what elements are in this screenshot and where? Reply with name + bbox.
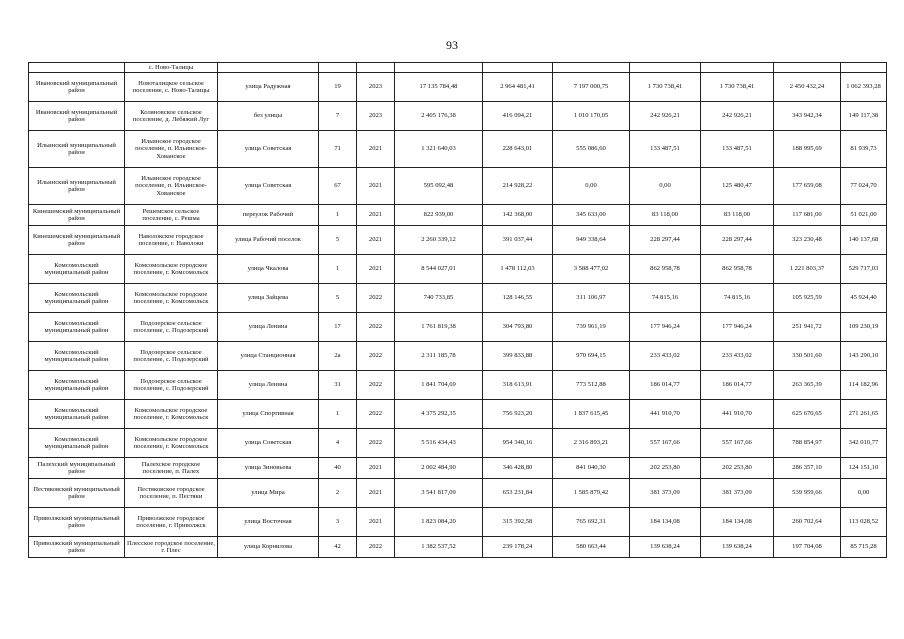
- table-cell: улица Чкалова: [218, 255, 319, 284]
- table-cell: 2021: [357, 458, 395, 479]
- table-cell: 133 487,51: [630, 131, 701, 168]
- table-cell: 114 182,96: [841, 371, 887, 400]
- table-cell: [483, 63, 553, 73]
- table-cell: улица Ленина: [218, 313, 319, 342]
- table-cell: 2022: [357, 429, 395, 458]
- table-cell: 1 221 803,37: [774, 255, 841, 284]
- table-cell: 113 028,52: [841, 508, 887, 537]
- table-cell: 862 958,78: [630, 255, 701, 284]
- table-cell: 381 373,09: [701, 479, 774, 508]
- table-cell: 188 995,69: [774, 131, 841, 168]
- table-cell: 1 585 879,42: [553, 479, 630, 508]
- table-cell: 2022: [357, 400, 395, 429]
- table-cell: 239 178,24: [483, 537, 553, 558]
- table-cell: 529 717,03: [841, 255, 887, 284]
- table-cell: без улицы: [218, 102, 319, 131]
- table-cell: Решемское сельское поселение, с. Решма: [125, 205, 218, 226]
- table-cell: Комсомольское городское поселение, г. Комсомольск: [125, 429, 218, 458]
- table-cell: 0,00: [841, 479, 887, 508]
- table-cell: 539 959,66: [774, 479, 841, 508]
- table-cell: Плесское городское поселение, г. Плес: [125, 537, 218, 558]
- table-row: [29, 371, 887, 400]
- table-cell: 2021: [357, 168, 395, 205]
- table-cell: 788 854,97: [774, 429, 841, 458]
- table-cell: 1 478 112,03: [483, 255, 553, 284]
- table-cell: Комсомольский муниципальный район: [29, 255, 125, 284]
- table-cell: 0,00: [630, 168, 701, 205]
- table-cell: 2 002 484,90: [395, 458, 483, 479]
- data-table: [28, 62, 887, 558]
- table-cell: 2021: [357, 226, 395, 255]
- table-cell: Приволжский муниципальный район: [29, 508, 125, 537]
- table-cell: 399 833,88: [483, 342, 553, 371]
- table-cell: 1 837 615,45: [553, 400, 630, 429]
- table-cell: 2021: [357, 255, 395, 284]
- table-cell: 4: [319, 429, 357, 458]
- table-cell: 186 014,77: [630, 371, 701, 400]
- table-cell: [29, 63, 125, 73]
- table-cell: [395, 63, 483, 73]
- table-cell: улица Корнилова: [218, 537, 319, 558]
- table-cell: 233 433,02: [701, 342, 774, 371]
- table-cell: 186 014,77: [701, 371, 774, 400]
- table-cell: 1 010 170,05: [553, 102, 630, 131]
- table-body: [29, 63, 887, 558]
- table-cell: 2а: [319, 342, 357, 371]
- table-cell: [357, 63, 395, 73]
- table-cell: 149 117,38: [841, 102, 887, 131]
- table-cell: Комсомольский муниципальный район: [29, 284, 125, 313]
- table-cell: 228 297,44: [701, 226, 774, 255]
- table-cell: 133 487,51: [701, 131, 774, 168]
- table-cell: Комсомольское городское поселение, г. Комсомольск: [125, 400, 218, 429]
- table-cell: 954 340,16: [483, 429, 553, 458]
- table-cell: 17: [319, 313, 357, 342]
- table-cell: 228 297,44: [630, 226, 701, 255]
- table-cell: Комсомольский муниципальный район: [29, 429, 125, 458]
- table-cell: 233 433,02: [630, 342, 701, 371]
- table-cell: 7 197 000,75: [553, 73, 630, 102]
- table-cell: 318 613,91: [483, 371, 553, 400]
- table-cell: 343 942,34: [774, 102, 841, 131]
- table-cell: 263 365,39: [774, 371, 841, 400]
- table-cell: 45 924,40: [841, 284, 887, 313]
- table-cell: [774, 63, 841, 73]
- table-cell: 2 964 481,41: [483, 73, 553, 102]
- table-cell: Комсомольский муниципальный район: [29, 400, 125, 429]
- table-cell: улица Станционная: [218, 342, 319, 371]
- table-cell: Палехское городское поселение, п. Палех: [125, 458, 218, 479]
- table-cell: 5: [319, 284, 357, 313]
- table-row: [29, 205, 887, 226]
- table-cell: 2022: [357, 537, 395, 558]
- table-cell: 83 118,00: [630, 205, 701, 226]
- table-cell: 441 910,70: [701, 400, 774, 429]
- table-cell: Ильинское городское поселение, п. Ильинское-Хованское: [125, 131, 218, 168]
- table-cell: 1: [319, 255, 357, 284]
- table-cell: 177 946,24: [630, 313, 701, 342]
- table-cell: улица Спортивная: [218, 400, 319, 429]
- table-cell: 140 137,68: [841, 226, 887, 255]
- table-cell: 330 501,60: [774, 342, 841, 371]
- table-cell: Приволжский муниципальный район: [29, 537, 125, 558]
- table-cell: 3 541 817,09: [395, 479, 483, 508]
- table-cell: 765 692,31: [553, 508, 630, 537]
- table-cell: 625 670,65: [774, 400, 841, 429]
- table-cell: 74 815,16: [701, 284, 774, 313]
- table-cell: Пестяковский муниципальный район: [29, 479, 125, 508]
- table-cell: 51 021,00: [841, 205, 887, 226]
- table-cell: [630, 63, 701, 73]
- table-cell: Ильинский муниципальный район: [29, 168, 125, 205]
- table-row: [29, 73, 887, 102]
- table-cell: 391 037,44: [483, 226, 553, 255]
- table-cell: 286 357,10: [774, 458, 841, 479]
- table-cell: Палехский муниципальный район: [29, 458, 125, 479]
- table-cell: 345 633,00: [553, 205, 630, 226]
- table-cell: Подозерское сельское поселение, с. Подозерский: [125, 313, 218, 342]
- table-cell: 555 086,60: [553, 131, 630, 168]
- table-cell: 85 715,28: [841, 537, 887, 558]
- table-cell: 202 253,80: [630, 458, 701, 479]
- table-cell: 2 260 339,12: [395, 226, 483, 255]
- table-row: [29, 255, 887, 284]
- table-cell: 315 392,58: [483, 508, 553, 537]
- table-cell: 42: [319, 537, 357, 558]
- table-cell: 342 010,77: [841, 429, 887, 458]
- table-cell: 124 151,10: [841, 458, 887, 479]
- table-cell: с. Ново-Талицы: [125, 63, 218, 73]
- table-row-continued: [29, 63, 887, 73]
- table-cell: 83 118,00: [701, 205, 774, 226]
- table-cell: улица Ленина: [218, 371, 319, 400]
- table-cell: улица Зайцева: [218, 284, 319, 313]
- table-row: [29, 313, 887, 342]
- table-cell: [218, 63, 319, 73]
- table-cell: 1 730 738,41: [701, 73, 774, 102]
- table-cell: 739 961,19: [553, 313, 630, 342]
- table-cell: 773 512,88: [553, 371, 630, 400]
- table-cell: 949 338,64: [553, 226, 630, 255]
- table-cell: улица Мира: [218, 479, 319, 508]
- table-cell: 595 092,48: [395, 168, 483, 205]
- table-cell: 580 663,44: [553, 537, 630, 558]
- table-cell: переулок Рабочий: [218, 205, 319, 226]
- table-cell: 2022: [357, 313, 395, 342]
- table-cell: Кинешемский муниципальный район: [29, 226, 125, 255]
- table-cell: 184 134,08: [630, 508, 701, 537]
- table-cell: [701, 63, 774, 73]
- table-cell: 740 733,85: [395, 284, 483, 313]
- table-cell: 2021: [357, 508, 395, 537]
- table-cell: 841 040,30: [553, 458, 630, 479]
- table-cell: 105 925,59: [774, 284, 841, 313]
- table-cell: Ильинское городское поселение, п. Ильинское-Хованское: [125, 168, 218, 205]
- table-cell: Подозерское сельское поселение, с. Подозерский: [125, 371, 218, 400]
- table-cell: 197 704,08: [774, 537, 841, 558]
- table-cell: 1 823 084,20: [395, 508, 483, 537]
- table-cell: 74 815,16: [630, 284, 701, 313]
- table-cell: Комсомольский муниципальный район: [29, 313, 125, 342]
- table-cell: 2023: [357, 102, 395, 131]
- table-row: [29, 400, 887, 429]
- table-cell: 184 134,08: [701, 508, 774, 537]
- table-cell: 1: [319, 400, 357, 429]
- table-cell: улица Советская: [218, 168, 319, 205]
- table-cell: Новоталицкое сельское поселение, с. Ново-Талицы: [125, 73, 218, 102]
- table-cell: Пестяковское городское поселение, п. Пестяки: [125, 479, 218, 508]
- table-cell: улица Радужная: [218, 73, 319, 102]
- table-cell: 1 730 738,41: [630, 73, 701, 102]
- table-row: [29, 508, 887, 537]
- table-cell: 251 941,72: [774, 313, 841, 342]
- table-cell: 242 926,21: [701, 102, 774, 131]
- table-cell: 1 841 704,69: [395, 371, 483, 400]
- table-cell: 31: [319, 371, 357, 400]
- table-cell: 5: [319, 226, 357, 255]
- table-row: [29, 226, 887, 255]
- table-row: [29, 102, 887, 131]
- table-cell: 1: [319, 205, 357, 226]
- table-cell: 862 958,78: [701, 255, 774, 284]
- table-cell: 2021: [357, 131, 395, 168]
- table-cell: [841, 63, 887, 73]
- table-cell: 381 373,09: [630, 479, 701, 508]
- table-cell: 7: [319, 102, 357, 131]
- table-cell: 81 939,73: [841, 131, 887, 168]
- table-cell: 2 311 185,78: [395, 342, 483, 371]
- table-cell: 2022: [357, 284, 395, 313]
- table-cell: 2: [319, 479, 357, 508]
- table-row: [29, 284, 887, 313]
- table-row: [29, 342, 887, 371]
- table-cell: 1 062 393,28: [841, 73, 887, 102]
- table-row: [29, 429, 887, 458]
- table-cell: улица Зиновьева: [218, 458, 319, 479]
- table-cell: 177 946,24: [701, 313, 774, 342]
- table-cell: 2 450 432,24: [774, 73, 841, 102]
- table-cell: 139 638,24: [630, 537, 701, 558]
- table-cell: 346 428,80: [483, 458, 553, 479]
- table-cell: улица Советская: [218, 429, 319, 458]
- table-cell: 2022: [357, 342, 395, 371]
- table-cell: [553, 63, 630, 73]
- table-cell: 109 230,19: [841, 313, 887, 342]
- table-row: [29, 131, 887, 168]
- table-cell: Ивановский муниципальный район: [29, 73, 125, 102]
- table-cell: 202 253,80: [701, 458, 774, 479]
- table-cell: 2021: [357, 205, 395, 226]
- table-cell: 304 793,80: [483, 313, 553, 342]
- table-cell: 8 544 027,01: [395, 255, 483, 284]
- table-cell: 128 146,55: [483, 284, 553, 313]
- table-cell: 3: [319, 508, 357, 537]
- table-cell: 323 230,48: [774, 226, 841, 255]
- table-cell: 756 923,20: [483, 400, 553, 429]
- table-cell: 228 643,01: [483, 131, 553, 168]
- table-cell: 67: [319, 168, 357, 205]
- table-cell: 2 405 176,38: [395, 102, 483, 131]
- table-cell: 143 290,10: [841, 342, 887, 371]
- table-cell: Комсомольское городское поселение, г. Комсомольск: [125, 284, 218, 313]
- table-cell: Ивановский муниципальный район: [29, 102, 125, 131]
- table-cell: 970 694,15: [553, 342, 630, 371]
- table-row: [29, 537, 887, 558]
- table-cell: улица Рабочий поселок: [218, 226, 319, 255]
- table-cell: 2021: [357, 479, 395, 508]
- table-cell: 3 588 477,02: [553, 255, 630, 284]
- table-cell: 125 480,47: [701, 168, 774, 205]
- table-cell: 0,00: [553, 168, 630, 205]
- table-cell: 5 516 434,43: [395, 429, 483, 458]
- table-cell: Комсомольский муниципальный район: [29, 342, 125, 371]
- table-cell: Наволокское городское поселение, г. Наволоки: [125, 226, 218, 255]
- table-cell: 653 231,84: [483, 479, 553, 508]
- table-cell: 214 928,22: [483, 168, 553, 205]
- table-row: [29, 458, 887, 479]
- table-cell: 557 167,66: [701, 429, 774, 458]
- table-cell: 441 910,70: [630, 400, 701, 429]
- table-cell: 822 939,00: [395, 205, 483, 226]
- table-cell: 1 382 537,52: [395, 537, 483, 558]
- table-cell: 260 702,64: [774, 508, 841, 537]
- table-cell: Приволжское городское поселение, г. Приволжск: [125, 508, 218, 537]
- table-cell: 77 024,70: [841, 168, 887, 205]
- table-cell: 4 375 292,35: [395, 400, 483, 429]
- table-cell: улица Советская: [218, 131, 319, 168]
- table-cell: Ильинский муниципальный район: [29, 131, 125, 168]
- table-cell: Комсомольское городское поселение, г. Комсомольск: [125, 255, 218, 284]
- table-cell: 1 761 819,38: [395, 313, 483, 342]
- table-cell: 17 135 784,48: [395, 73, 483, 102]
- table-cell: 271 261,65: [841, 400, 887, 429]
- table-cell: 311 106,97: [553, 284, 630, 313]
- table-cell: Подозерское сельское поселение, с. Подозерский: [125, 342, 218, 371]
- table-cell: 117 681,00: [774, 205, 841, 226]
- table-row: [29, 168, 887, 205]
- table-cell: 139 638,24: [701, 537, 774, 558]
- table-cell: [319, 63, 357, 73]
- table-cell: 40: [319, 458, 357, 479]
- table-cell: 557 167,66: [630, 429, 701, 458]
- table-cell: 71: [319, 131, 357, 168]
- table-cell: 142 368,00: [483, 205, 553, 226]
- table-cell: 19: [319, 73, 357, 102]
- table-cell: 416 094,21: [483, 102, 553, 131]
- table-cell: 242 926,21: [630, 102, 701, 131]
- table-cell: Коляновское сельское поселение, д. Лебяжий Луг: [125, 102, 218, 131]
- table-cell: 1 321 640,03: [395, 131, 483, 168]
- table-cell: 2022: [357, 371, 395, 400]
- table-cell: Кинешемский муниципальный район: [29, 205, 125, 226]
- table-cell: 2023: [357, 73, 395, 102]
- table-row: [29, 479, 887, 508]
- table-cell: 177 659,08: [774, 168, 841, 205]
- table-cell: 2 316 893,21: [553, 429, 630, 458]
- table-cell: Комсомольский муниципальный район: [29, 371, 125, 400]
- page-number: 93: [446, 38, 458, 52]
- table-cell: улица Восточная: [218, 508, 319, 537]
